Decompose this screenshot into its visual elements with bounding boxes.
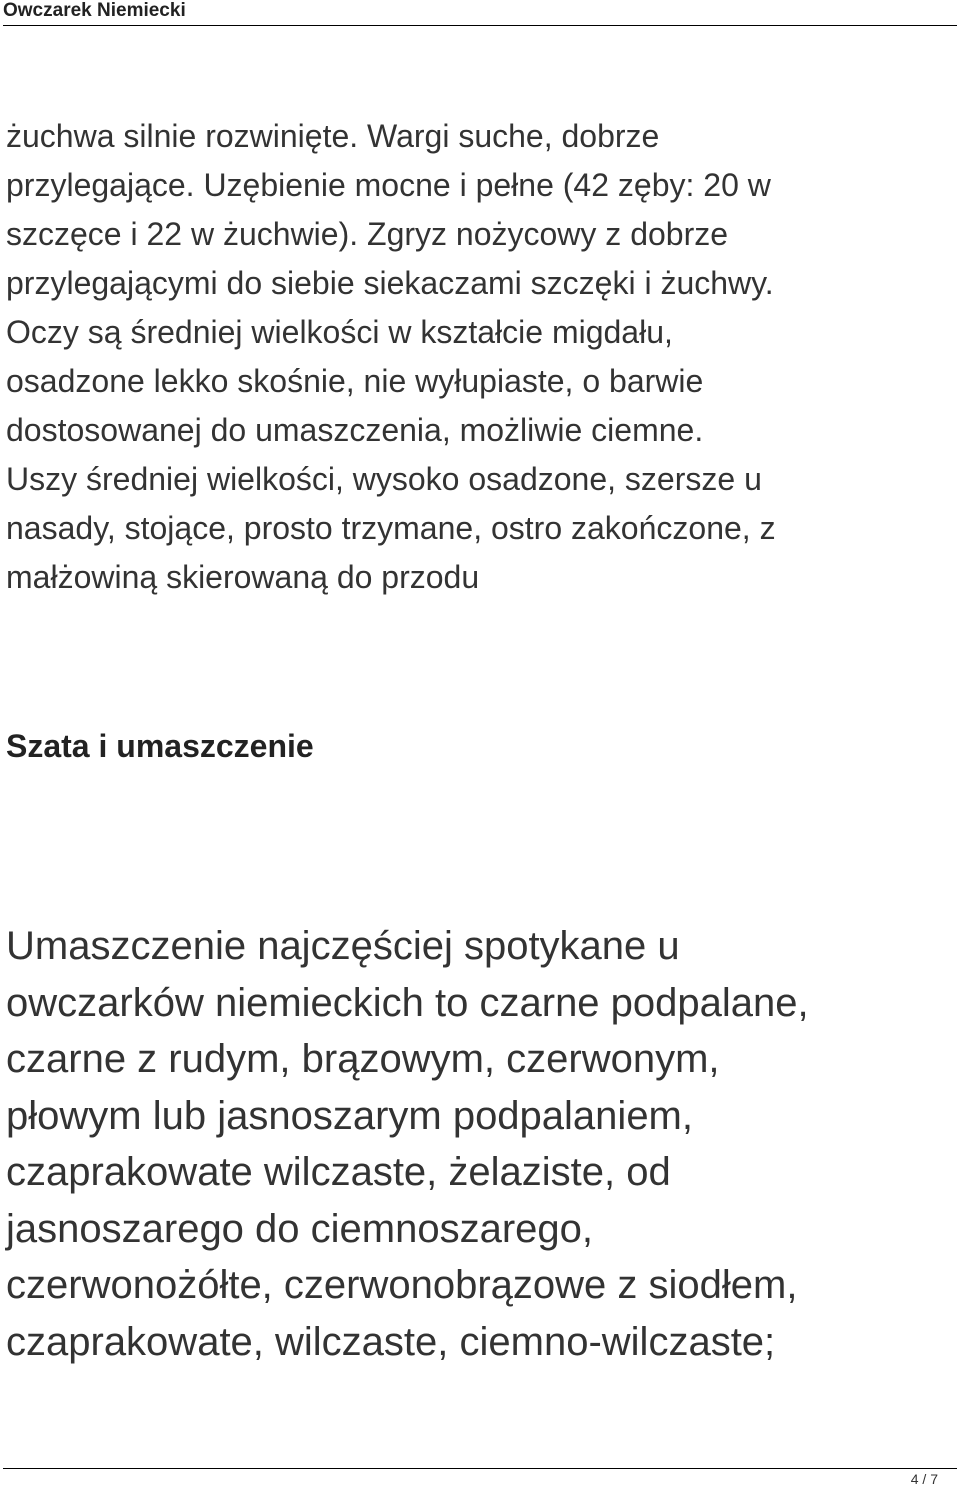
footer-divider [3,1468,957,1469]
header-divider [3,25,957,26]
body-paragraph-coloring: Umaszczenie najczęściej spotykane u owczarków niemieckich to czarne podpalane, czarne z rudym, brązowym, czerwonym, płowym lub jasnoszarym podpalaniem, czaprakowate wilczaste, żelaziste, od jasnoszarego do ciemnoszarego, czerwonożółte, czerwonobrązowe z siodłem, czaprakowate, wilczaste, ciemno-wilczaste; [6,924,809,1364]
page-number: 4 / 7 [910,1471,938,1487]
page-header [0,0,960,30]
page-footer [0,1460,960,1487]
body-paragraph-anatomy: żuchwa silnie rozwinięte. Wargi suche, dobrze przylegające. Uzębienie mocne i pełne (42 zęby: 20 w szczęce i 22 w żuchwie). Zgryz nożycowy z dobrze przylegającymi do siebie siekaczami szczęki i żuchwy. Oczy są średniej wielkości w kształcie migdału, osadzone lekko skośnie, nie wyłupiaste, o barwie dostosowanej do umaszczenia, możliwie ciemne. Uszy średniej wielkości, wysoko osadzone, szersze u nasady, stojące, prosto trzymane, ostro zakończone, z małżowiną skierowaną do przodu [6,118,776,595]
section-heading: Szata i umaszczenie [6,728,314,764]
document-title: Owczarek Niemiecki [3,0,186,21]
